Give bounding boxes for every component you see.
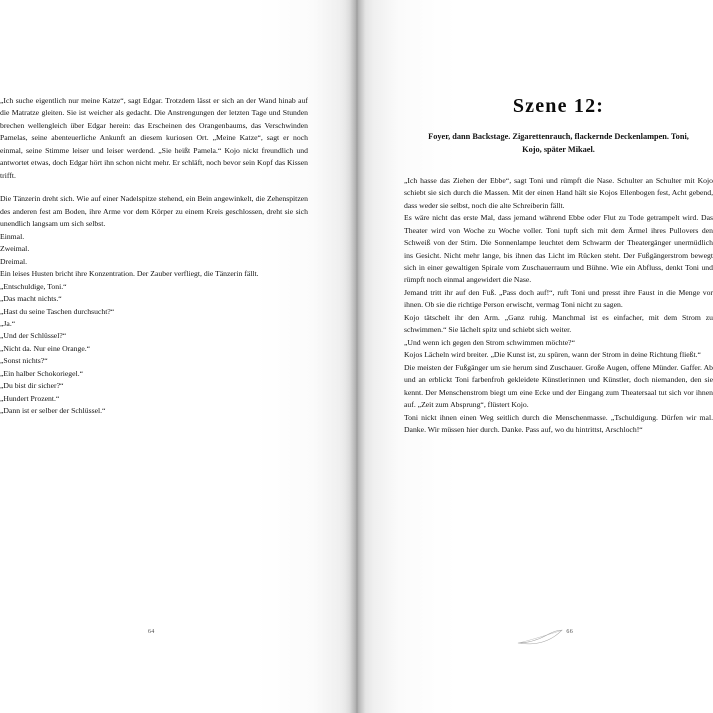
paragraph: „Und wenn ich gegen den Strom schwimmen möchte?“	[404, 337, 575, 347]
paragraph: Zweimal.	[0, 244, 30, 254]
scene-subtitle: Foyer, dann Backstage. Zigarettenrauch, flackernde Deckenlampen. Toni, Kojo, später Mikael.	[428, 132, 689, 154]
paragraph: Ein leises Husten bricht ihre Konzentration. Der Zauber verfliegt, die Tänzerin fällt.	[0, 269, 259, 279]
paragraph: Die Tänzerin dreht sich. Wie auf einer Nadelspitze stehend, ein Bein angewinkelt, die Zehenspitzen des anderen fest am Boden, ihre Arme vor dem Körper zu einem Kreis geschlossen, dreht sie sich unendlich langsam um sich selbst.	[0, 194, 308, 229]
paragraph: Jemand tritt ihr auf den Fuß. „Pass doch auf!“, ruft Toni und presst ihre Faust in die Menge vor ihnen. Ob sie die richtige Person erwischt, vermag Toni nicht zu sagen.	[404, 287, 713, 310]
leaf-ornament-icon	[517, 629, 563, 645]
paragraph: Kojo tätschelt ihr den Arm. „Ganz ruhig. Manchmal ist es einfacher, mit dem Strom zu schwimmen.“ Sie lächelt spitz und schiebt sich weiter.	[404, 312, 713, 335]
paragraph: „Und der Schlüssel?“	[0, 331, 67, 341]
paragraph: „Du bist dir sicher?“	[0, 381, 64, 391]
scene-title: Szene 12:	[512, 95, 605, 117]
paragraph: Kojos Lächeln wird breiter. „Die Kunst ist, zu spüren, wann der Strom in deine Richtung fließt.“	[404, 350, 701, 360]
paragraph: Es wäre nicht das erste Mal, dass jemand während Ebbe oder Flut zu Tode getrampelt wird. Das Theater wird von Woche zu Woche voller. Toni tupft sich mit dem Ärmel ihres Pullovers den Schweiß von der Stirn. Die Sonnenlampe leuchtet dem Schwarm der Theatergänger unermüdlich ins Gesicht. Nicht mehr lange, bis ihnen das Licht im Rücken steht. Der Fußgängerstrom bewegt sich in einer gewaltigen Spirale vom Zuschauerraum und Bühne. Wie ein Abfluss, denkt Toni und rümpft noch einmal angewidert die Nase.	[404, 213, 713, 285]
paragraph: „Entschuldige, Toni.“	[0, 281, 67, 291]
paragraph: „Das macht nichts.“	[0, 294, 62, 304]
paragraph: Die meisten der Fußgänger um sie herum sind Zuschauer. Große Augen, offene Münder. Gaffer. Ab und an erblickt Toni farbenfroh gekleidete Künstlerinnen und Künstler, doch niemanden, den sie kennt. Der Menschenstrom biegt um eine Ecke und der Eingang zum Theatersaal tut sich vor ihnen auf. „Zeit zum Absprung“, flüstert Kojo.	[404, 362, 713, 410]
paragraph: „Dann ist er selber der Schlüssel.“	[0, 406, 106, 416]
paragraph: „Ich suche eigentlich nur meine Katze“, sagt Edgar. Trotzdem lässt er sich an der Wand hinab auf die Matratze gleiten. Sie ist weicher als gedacht. Die Anstrengungen der letzten Tage und Stunden brechen wellengleich über Edgar herein: das Erscheinen des Orangenbaums, das Verschwinden Pamelas, seine abenteuerliche Ankunft an diesem kuriosen Ort. „Meine Katze“, sagt er noch einmal, seine Stimme leiser und leiser werdend. „Sie heißt Pamela.“ Kojo nickt freundlich und antwortet etwas, doch Edgar hört ihn schon nicht mehr. Er schläft, noch bevor sein Kopf das Kissen trifft.	[0, 96, 308, 180]
paragraph: Dreimal.	[0, 256, 28, 266]
paragraph: „Ich hasse das Ziehen der Ebbe“, sagt Toni und rümpft die Nase. Schulter an Schulter mit Kojo schiebt sie sich durch die Massen. Mit der einen Hand hält sie Kojos Ellenbogen fest, Acht gebend, dass weder sie selbst, noch die alte Schreiberin fällt.	[404, 175, 713, 210]
paragraph-gap	[0, 182, 308, 193]
paragraph: Einmal.	[0, 231, 25, 241]
page-number-left: 64	[148, 629, 155, 635]
paragraph: „Sonst nichts?“	[0, 356, 48, 366]
right-page-text-column	[404, 175, 713, 437]
paragraph: „Hast du seine Taschen durchsucht?“	[0, 306, 115, 316]
paragraph: „Ein halber Schokoriegel.“	[0, 368, 84, 378]
paragraph: Toni nickt ihnen einen Weg seitlich durch die Menschenmasse. „Tschuldigung. Dürfen wir mal. Danke. Wir müssen hier durch. Danke. Pass auf, wo du hintrittst, Arschloch!“	[404, 412, 713, 435]
left-page-text-column	[0, 95, 308, 418]
paragraph: „Ja.“	[0, 318, 16, 328]
paragraph: „Hundert Prozent.“	[0, 393, 60, 403]
page-number-right: 66	[566, 629, 573, 635]
paragraph: „Nicht da. Nur eine Orange.“	[0, 343, 91, 353]
right-page	[356, 0, 713, 713]
left-page	[0, 0, 356, 713]
